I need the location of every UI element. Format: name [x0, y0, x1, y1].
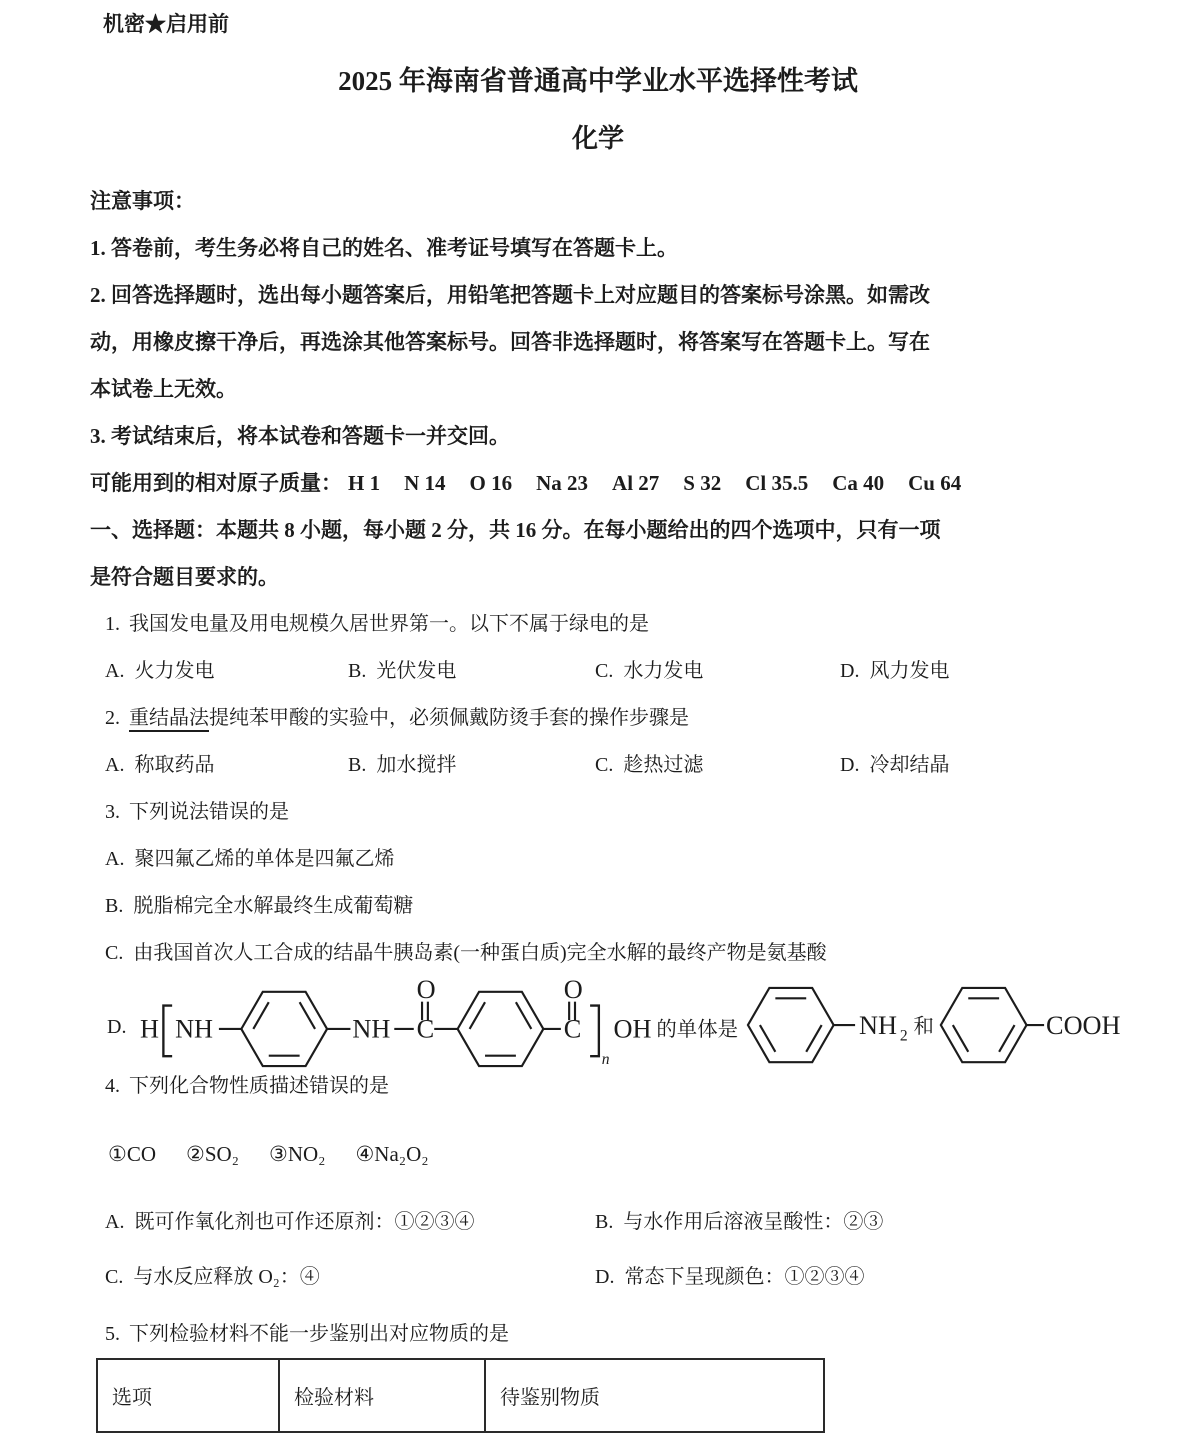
question-2-text: 提纯苯甲酸的实验中，必须佩戴防烫手套的操作步骤是	[209, 707, 689, 729]
q3-option-c-label: C.	[105, 942, 124, 964]
q2-option-a-label: A.	[105, 754, 125, 776]
notices-heading: 注意事项：	[90, 189, 195, 213]
q2-option-d-label: D.	[840, 754, 860, 776]
q1-option-b-text: 光伏发电	[376, 660, 457, 682]
atomic-mass-item: Na 23	[536, 471, 589, 495]
q5-table-header-option: 选项	[97, 1359, 279, 1432]
subscript-n: n	[602, 1051, 610, 1069]
section-heading-line-1: 一、选择题：本题共 8 小题，每小题 2 分，共 16 分。在每小题给出的四个选项中，只有一项	[90, 518, 941, 542]
atomic-mass-item: H 1	[348, 471, 381, 495]
q5-table-header-material: 检验材料	[279, 1359, 485, 1432]
q3-option-b-label: B.	[105, 895, 124, 917]
question-4-number: 4.	[105, 1075, 120, 1097]
q3-option-a	[105, 836, 1134, 883]
q4-option-a-label: A.	[105, 1211, 125, 1233]
compound-3: ③NO₂	[269, 1142, 326, 1166]
atom-label-nh-left: NH	[175, 1014, 214, 1044]
question-3-number: 3.	[105, 801, 120, 823]
carboxyl-group-label: COOH	[1046, 1010, 1121, 1040]
question-2-stem	[105, 695, 1134, 742]
compound-2: ②SO₂	[186, 1142, 239, 1166]
q5-table	[96, 1358, 825, 1433]
notice-item-2-line-3: 本试卷上无效。	[90, 377, 237, 401]
q2-option-b	[348, 742, 595, 789]
q4-option-c	[105, 1254, 595, 1301]
question-1-stem	[105, 601, 1134, 648]
q2-option-c-label: C.	[595, 754, 614, 776]
q5-table-header-row	[97, 1359, 824, 1432]
amine-group-label: NH	[859, 1010, 898, 1040]
q2-option-d	[840, 742, 1134, 789]
atom-label-h: H	[140, 1014, 160, 1044]
amine-subscript: 2	[900, 1027, 908, 1045]
question-1-text: 我国发电量及用电规模久居世界第一。以下不属于绿电的是	[129, 613, 649, 635]
q1-option-c	[595, 648, 840, 695]
benzene-ring-1	[242, 992, 328, 1066]
atomic-mass-item: Cl 35.5	[745, 471, 809, 495]
and-connector: 和	[913, 1015, 935, 1038]
page-title: 2025 年海南省普通高中学业水平选择性考试	[338, 66, 858, 96]
q1-option-d-label: D.	[840, 660, 860, 682]
q4-option-d-label: D.	[595, 1266, 615, 1288]
q1-option-a-label: A.	[105, 660, 125, 682]
atomic-masses-line	[90, 460, 1134, 507]
atom-label-nh-mid: NH	[352, 1014, 391, 1044]
q2-option-b-label: B.	[348, 754, 367, 776]
question-4	[90, 1063, 1134, 1301]
atom-label-o2: O	[564, 977, 584, 1004]
q1-option-c-label: C.	[595, 660, 614, 682]
benzene-ring-4	[941, 988, 1027, 1062]
atom-label-oh: OH	[613, 1014, 652, 1044]
question-3-text: 下列说法错误的是	[129, 801, 289, 823]
atom-label-c2: C	[564, 1014, 582, 1044]
atomic-mass-item: O 16	[469, 471, 513, 495]
notices-section	[90, 178, 1134, 460]
q2-option-c-text: 趁热过滤	[623, 754, 704, 776]
q4-compound-list	[108, 1131, 1134, 1178]
question-5-number: 5.	[105, 1323, 120, 1345]
question-5-text: 下列检验材料不能一步鉴别出对应物质的是	[129, 1323, 509, 1345]
q4-option-a-text: 既可作氧化剂也可作还原剂：①②③④	[134, 1211, 475, 1233]
q3-option-c	[105, 930, 1134, 977]
question-1-number: 1.	[105, 613, 120, 635]
notice-item-3: 3. 考试结束后，将本试卷和答题卡一并交回。	[90, 424, 510, 448]
benzene-ring-3	[748, 988, 834, 1062]
section-heading-line-2: 是符合题目要求的。	[90, 565, 279, 589]
q5-table-header-substance: 待鉴别物质	[485, 1359, 824, 1432]
q4-option-c-text: 与水反应释放 O₂：④	[133, 1266, 320, 1288]
question-2-options	[105, 742, 1134, 789]
compound-4: ④Na₂O₂	[355, 1142, 429, 1166]
q4-option-b	[595, 1199, 1134, 1246]
notice-item-2-line-1: 2. 回答选择题时，选出每小题答案后，用铅笔把答题卡上对应题目的答案标号涂黑。如需改	[90, 283, 930, 307]
question-5-stem	[105, 1311, 1134, 1358]
q1-option-a-text: 火力发电	[134, 660, 215, 682]
atomic-mass-item: Ca 40	[832, 471, 885, 495]
notice-item-1: 1. 答卷前，考生务必将自己的姓名、准考证号填写在答题卡上。	[90, 236, 678, 260]
question-1-options	[105, 648, 1134, 695]
question-3-stem	[105, 789, 1134, 836]
open-bracket	[164, 1006, 173, 1057]
exam-page	[0, 10, 1189, 1412]
atom-label-c1: C	[416, 1014, 435, 1044]
notice-item-2-line-2: 动，用橡皮擦干净后，再选涂其他答案标号。回答非选择题时，将答案写在答题卡上。写在	[90, 330, 930, 354]
compound-1: ①CO	[108, 1142, 156, 1166]
q4-option-d-text: 常态下呈现颜色：①②③④	[624, 1266, 865, 1288]
atomic-mass-item: Al 27	[612, 471, 660, 495]
atomic-mass-item: Cu 64	[908, 471, 962, 495]
q3-option-d	[107, 977, 1134, 1077]
atomic-mass-item: S 32	[683, 471, 722, 495]
q1-option-a	[105, 648, 348, 695]
q4-option-a	[105, 1199, 595, 1246]
q1-option-c-text: 水力发电	[623, 660, 704, 682]
q4-option-b-label: B.	[595, 1211, 614, 1233]
q1-option-b-label: B.	[348, 660, 367, 682]
monomer-caption: 的单体是	[656, 1018, 739, 1041]
q4-option-c-label: C.	[105, 1266, 124, 1288]
q3-option-a-label: A.	[105, 848, 125, 870]
q3-option-c-text: 由我国首次人工合成的结晶牛胰岛素(一种蛋白质)完全水解的最终产物是氨基酸	[133, 942, 827, 964]
question-4-text: 下列化合物性质描述错误的是	[129, 1075, 389, 1097]
benzene-ring-2	[458, 992, 544, 1066]
q3-option-b	[105, 883, 1134, 930]
q4-options-cd	[105, 1254, 1134, 1301]
atomic-masses-label: 可能用到的相对原子质量：	[90, 471, 342, 495]
q3-option-d-label: D.	[107, 1015, 127, 1038]
q1-option-b	[348, 648, 595, 695]
q2-option-b-text: 加水搅拌	[376, 754, 457, 776]
q2-option-c	[595, 742, 840, 789]
question-2-underlined-term: 重结晶法	[129, 707, 209, 732]
q2-option-a-text: 称取药品	[134, 754, 215, 776]
q3-option-a-text: 聚四氟乙烯的单体是四氟乙烯	[134, 848, 395, 870]
q4-option-d	[595, 1254, 1134, 1301]
subject-title: 化学	[571, 124, 624, 153]
q1-option-d	[840, 648, 1134, 695]
q4-options-ab	[105, 1199, 1134, 1246]
q2-option-a	[105, 742, 348, 789]
q1-option-d-text: 风力发电	[869, 660, 950, 682]
question-2-number: 2.	[105, 707, 120, 729]
q2-option-d-text: 冷却结晶	[869, 754, 950, 776]
q4-option-b-text: 与水作用后溶液呈酸性：②③	[623, 1211, 884, 1233]
classification-label: 机密★启用前	[103, 12, 229, 36]
atomic-mass-item: N 14	[404, 471, 446, 495]
polymer-structure-diagram	[140, 977, 1134, 1077]
close-bracket	[590, 1006, 599, 1057]
q3-option-b-text: 脱脂棉完全水解最终生成葡萄糖	[133, 895, 414, 917]
atom-label-o1: O	[416, 977, 436, 1004]
